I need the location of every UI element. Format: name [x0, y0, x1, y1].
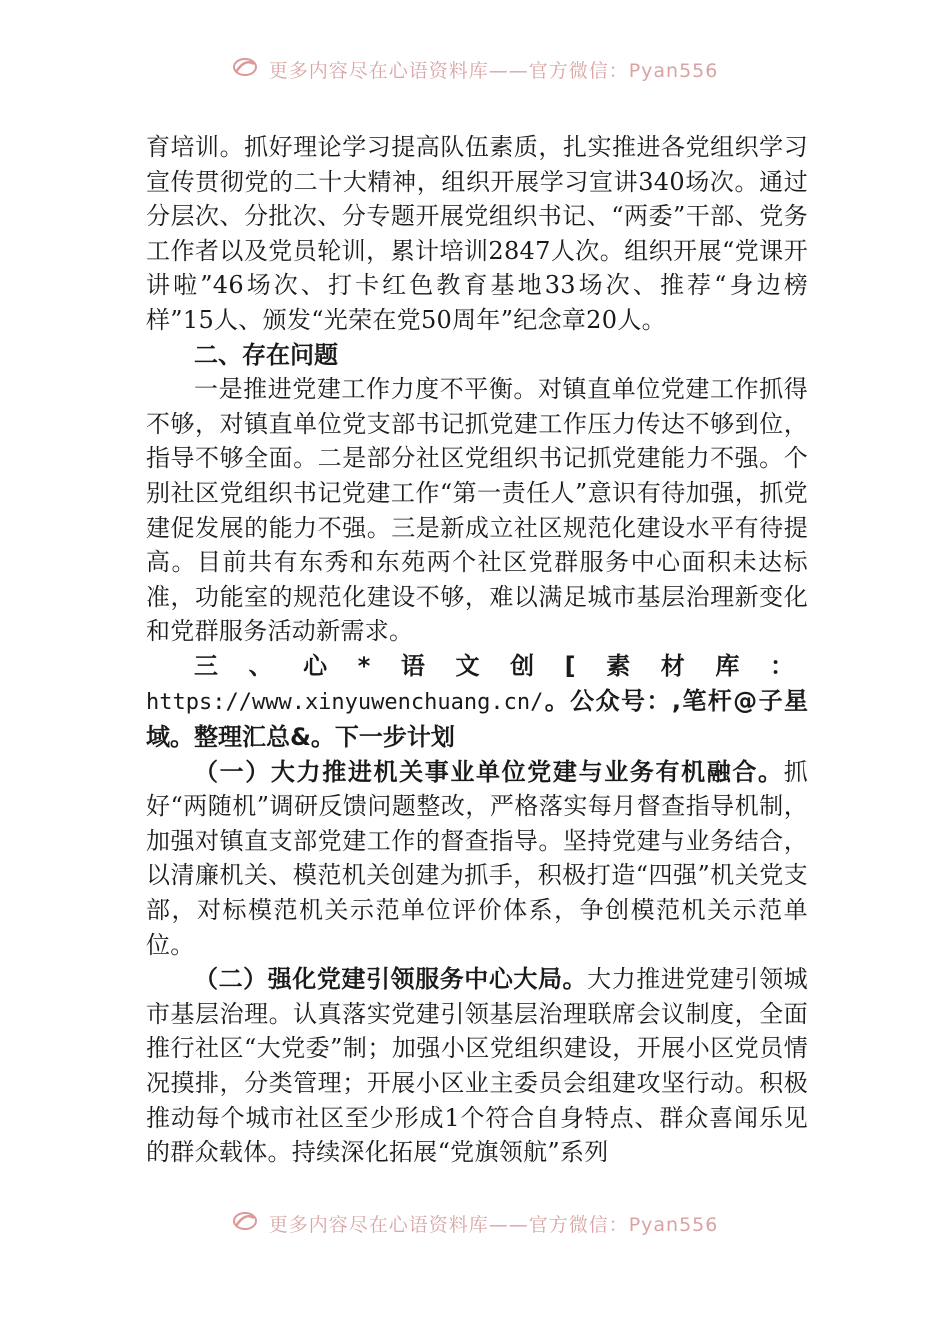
header-watermark — [0, 56, 950, 82]
document-body — [146, 130, 808, 1170]
heading-plan-part2: 。公众号：,笔杆@子星域。整理汇总&。下一步计划 — [146, 686, 808, 752]
heading-plan-url: https://www.xinyuwenchuang.cn/ — [146, 689, 544, 715]
subsection-1-lead: （一）大力推进机关事业单位党建与业务有机融合。 — [194, 757, 784, 786]
watermark-logo-icon — [232, 1210, 258, 1236]
watermark-text: 更多内容尽在心语资料库——官方微信：Pyan556 — [268, 1214, 719, 1236]
section-heading-plan — [146, 649, 808, 755]
section-heading-problems: 二、存在问题 — [194, 340, 338, 369]
paragraph-problems: 一是推进党建工作力度不平衡。对镇直单位党建工作抓得不够，对镇直单位党支部书记抓党建工作压力传达不够到位，指导不够全面。二是部分社区党组织书记抓党建能力不强。个别社区党组织书记党建工作“第一责任人”意识有待加强，抓党建促发展的能力不强。三是新成立社区规范化建设水平有待提高。目前共有东秀和东苑两个社区党群服务中心面积未达标准，功能室的规范化建设不够，难以满足城市基层治理新变化和党群服务活动新需求。 — [146, 375, 808, 646]
subsection-2 — [146, 962, 808, 1170]
watermark-logo-icon — [232, 56, 258, 82]
paragraph-training: 育培训。抓好理论学习提高队伍素质，扎实推进各党组织学习宣传贯彻党的二十大精神，组织开展学习宣讲340场次。通过分层次、分批次、分专题开展党组织书记、“两委”干部、党务工作者以及党员轮训，累计培训2847人次。组织开展“党课开讲啦”46场次、打卡红色教育基地33场次、推荐“身边榜样”15人、颁发“光荣在党50周年”纪念章20人。 — [146, 133, 808, 334]
subsection-1 — [146, 755, 808, 963]
subsection-2-body: 大力推进党建引领城市基层治理。认真落实党建引领基层治理联席会议制度，全面推行社区“大党委”制；加强小区党组织建设，开展小区党员情况摸排，分类管理；开展小区业主委员会组建攻坚行动。积极推动每个城市社区至少形成1个符合自身特点、群众喜闻乐见的群众载体。持续深化拓展“党旗领航”系列 — [146, 965, 808, 1167]
footer-watermark — [0, 1210, 950, 1236]
subsection-2-lead: （二）强化党建引领服务中心大局。 — [194, 965, 588, 994]
heading-plan-part1: 三、心*语文创[素材库： — [194, 651, 808, 680]
watermark-text: 更多内容尽在心语资料库——官方微信：Pyan556 — [268, 60, 719, 82]
subsection-1-body: 抓好“两随机”调研反馈问题整改，严格落实每月督查指导机制，加强对镇直支部党建工作的督查指导。坚持党建与业务结合，以清廉机关、模范机关创建为抓手，积极打造“四强”机关党支部，对标模范机关示范单位评价体系，争创模范机关示范单位。 — [146, 757, 808, 959]
